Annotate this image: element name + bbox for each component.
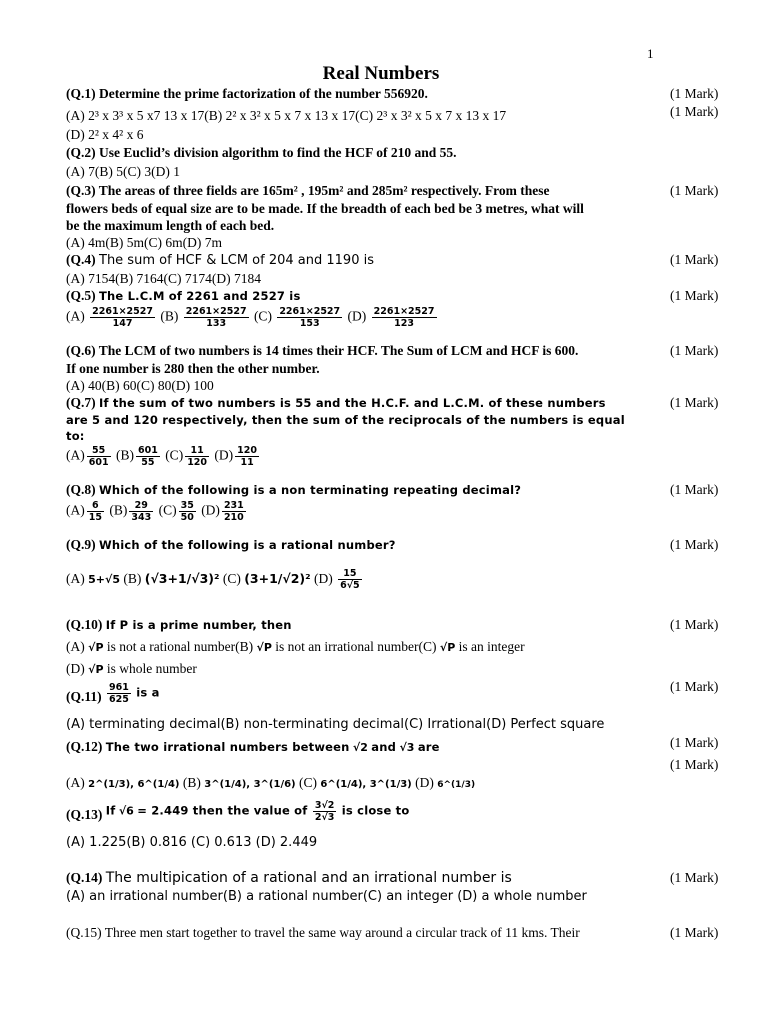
q1-mark-2: (1 Mark) <box>670 104 719 119</box>
q7-text-line2: are 5 and 120 respectively, then the sum of the reciprocals of the numbers is equal <box>66 413 625 427</box>
question-6 <box>66 343 662 359</box>
q10-option-d <box>66 661 662 678</box>
q12-label-c: (C) <box>299 775 317 790</box>
q1-mark: (1 Mark) <box>670 86 719 101</box>
q8-options <box>66 500 662 523</box>
q13-number: (Q.13) <box>66 807 103 822</box>
q7-options <box>66 445 662 468</box>
q12-root-2: √2 <box>352 741 368 754</box>
q1-option-d: (D) 2² x 4² x 6 <box>66 127 144 142</box>
q5-fraction-d: $\frac{2261\times 2527}{123}$ <box>373 306 435 329</box>
q12-mark: (1 Mark) <box>670 735 719 750</box>
question-7 <box>66 395 662 411</box>
q12-are: are <box>417 740 440 754</box>
q12-label-a: (A) <box>66 775 85 790</box>
q8-label-b: (B) <box>109 502 128 518</box>
q13-options: (A) 1.225(B) 0.816 (C) 0.613 (D) 2.449 <box>66 835 318 850</box>
q7-label-b: (B) <box>115 447 134 463</box>
page-number: 1 <box>647 46 654 61</box>
q8-fraction-d: $\frac{231}{210}$ <box>223 500 244 523</box>
q10-number: (Q.10) <box>66 617 103 632</box>
q9-number: (Q.9) <box>66 537 96 552</box>
q14-options: (A) an irrational number(B) a rational number(C) an integer (D) a whole number <box>66 889 587 904</box>
q13-text-mid: = 2.449 then the value of <box>137 803 308 818</box>
q9-option-a-expression: 5+√5 <box>88 573 120 586</box>
question-1 <box>66 86 662 102</box>
q7-label-c: (C) <box>165 447 184 463</box>
q11-text: is a <box>136 685 160 700</box>
q10-options-a-c <box>66 639 662 656</box>
q9-options <box>66 568 662 591</box>
q6-number: (Q.6) <box>66 343 96 358</box>
q14-mark: (1 Mark) <box>670 870 719 885</box>
q8-fraction-b: $\frac{29}{343}$ <box>131 500 152 523</box>
q9-label-b: (B) <box>123 571 142 586</box>
q3-text-line3: be the maximum length of each bed. <box>66 218 275 233</box>
question-13 <box>66 800 662 823</box>
q8-text: Which of the following is a non terminating repeating decimal? <box>99 483 522 497</box>
q12-option-d: 6^(1/3) <box>437 780 476 790</box>
q5-number: (Q.5) <box>66 288 96 303</box>
q7-fraction-c: $\frac{11}{120}$ <box>187 445 208 468</box>
q1-number: (Q.1) <box>66 86 96 101</box>
q12-text: The two irrational numbers between <box>105 740 350 754</box>
q7-label-a: (A) <box>66 447 85 463</box>
q7-fraction-d: $\frac{120}{11}$ <box>237 445 257 468</box>
q15-mark: (1 Mark) <box>670 925 719 940</box>
question-4 <box>66 252 662 269</box>
q11-mark: (1 Mark) <box>670 679 719 694</box>
q12-mark-2: (1 Mark) <box>670 757 719 772</box>
q8-label-c: (C) <box>158 502 177 518</box>
q7-number: (Q.7) <box>66 395 96 410</box>
q10-root-d: √P <box>88 663 104 676</box>
q4-options: (A) 7154(B) 7164(C) 7174(D) 7184 <box>66 271 261 286</box>
q10-option-a-text: is not a rational number(B) <box>106 639 254 654</box>
q5-fraction-b: $\frac{2261\times 2527}{133}$ <box>185 306 247 329</box>
q4-mark: (1 Mark) <box>670 252 719 267</box>
q7-fraction-a: $\frac{55}{601}$ <box>88 445 109 468</box>
q6-text-line2: If one number is 280 then the other number. <box>66 361 320 376</box>
q5-fraction-a: $\frac{2261\times 2527}{147}$ <box>92 306 153 329</box>
q13-text-post: is close to <box>341 803 410 818</box>
q4-text: The sum of HCF & LCM of 204 and 1190 is <box>99 253 374 268</box>
q8-label-a: (A) <box>66 502 85 518</box>
q11-fraction: $\frac{961}{625}$ <box>109 682 129 705</box>
q10-label-d: (D) <box>66 661 85 676</box>
q5-text: The L.C.M of 2261 and 2527 is <box>99 289 301 303</box>
q7-text-line3: to: <box>66 429 85 443</box>
q11-options: (A) terminating decimal(B) non-terminating decimal(C) Irrational(D) Perfect square <box>66 717 605 732</box>
q9-text: Which of the following is a rational number? <box>99 538 396 552</box>
q10-option-b-text: is not an irrational number(C) <box>275 639 437 654</box>
q12-option-b: 3^(1/4), 3^(1/6) <box>204 779 296 790</box>
question-11 <box>66 682 662 705</box>
q2-number: (Q.2) <box>66 145 96 160</box>
q8-fraction-a: $\frac{6}{15}$ <box>88 500 102 523</box>
q12-options <box>66 775 662 793</box>
q7-label-d: (D) <box>214 447 234 463</box>
q7-mark: (1 Mark) <box>670 395 719 410</box>
q10-label-a: (A) <box>66 639 85 654</box>
q10-text: If P is a prime number, then <box>105 618 292 632</box>
q3-text-line1: The areas of three fields are 165m² , 195m² and 285m² respectively. From these <box>98 183 550 198</box>
q10-mark: (1 Mark) <box>670 617 719 632</box>
q5-options <box>66 306 662 329</box>
q2-options: (A) 7(B) 5(C) 3(D) 1 <box>66 164 180 179</box>
q9-option-b-expression: (√3+1/√3)² <box>144 571 220 586</box>
q5-fraction-c: $\frac{2261\times 2527}{153}$ <box>279 306 341 329</box>
q5-mark: (1 Mark) <box>670 288 719 303</box>
question-14 <box>66 870 662 886</box>
q13-text-pre: If <box>105 803 116 818</box>
q9-label-a: (A) <box>66 571 85 586</box>
q6-text-line1: The LCM of two numbers is 14 times their HCF. The Sum of LCM and HCF is 600. <box>98 343 579 358</box>
q15-number: (Q.15) <box>66 925 102 940</box>
q2-text: Use Euclid’s division algorithm to find the HCF of 210 and 55. <box>99 145 457 160</box>
q5-label-b: (B) <box>160 308 179 324</box>
q3-number: (Q.3) <box>66 183 96 198</box>
q12-label-d: (D) <box>415 775 434 790</box>
q1-text: Determine the prime factorization of the number 556920. <box>99 86 428 101</box>
q10-root-c: √P <box>439 641 456 654</box>
q3-mark: (1 Mark) <box>670 183 719 198</box>
q5-label-c: (C) <box>253 308 272 324</box>
q8-number: (Q.8) <box>66 482 96 497</box>
q6-options: (A) 40(B) 60(C) 80(D) 100 <box>66 378 214 393</box>
q6-mark: (1 Mark) <box>670 343 719 358</box>
q10-root-b: √P <box>256 641 272 654</box>
question-8 <box>66 482 662 498</box>
q5-label-a: (A) <box>66 308 85 324</box>
q9-label-d: (D) <box>313 571 333 586</box>
q12-option-c: 6^(1/4), 3^(1/3) <box>320 779 412 790</box>
question-15 <box>66 925 662 941</box>
q12-root-3: √3 <box>399 741 415 754</box>
q11-number: (Q.11) <box>66 689 102 704</box>
q12-number: (Q.12) <box>66 739 103 754</box>
question-12 <box>66 739 662 756</box>
q8-mark: (1 Mark) <box>670 482 719 497</box>
q8-label-d: (D) <box>201 502 220 518</box>
q5-label-d: (D) <box>347 308 367 324</box>
q13-fraction: $\frac{3√2}{2√3}$ <box>314 800 335 823</box>
q10-option-c-text: is an integer <box>458 639 525 654</box>
q1-options-a-c: (A) 2³ x 3³ x 5 x7 13 x 17(B) 2² x 3² x 5 x 7 x 13 x 17(C) 2³ x 3² x 5 x 7 x 13 x 17 <box>66 108 507 123</box>
q14-number: (Q.14) <box>66 870 103 885</box>
q12-label-b: (B) <box>182 775 201 790</box>
q10-option-d-text: is whole number <box>106 661 197 676</box>
q9-option-c-expression: (3+1/√2)² <box>244 571 311 586</box>
q15-text: Three men start together to travel the same way around a circular track of 11 kms. Their <box>104 925 580 940</box>
q9-fraction-d: $\frac{15}{6√5}$ <box>340 568 360 592</box>
q8-fraction-c: $\frac{35}{50}$ <box>180 500 194 523</box>
question-3 <box>66 183 662 199</box>
q12-option-a: 2^(1/3), 6^(1/4) <box>88 779 180 790</box>
q4-number: (Q.4) <box>66 252 96 267</box>
q10-root-a: √P <box>88 641 104 654</box>
q9-label-c: (C) <box>222 571 241 586</box>
q13-root-6: √6 <box>118 804 134 818</box>
question-5 <box>66 288 662 304</box>
q12-and: and <box>371 740 397 754</box>
q3-options: (A) 4m(B) 5m(C) 6m(D) 7m <box>66 235 222 250</box>
question-10 <box>66 617 662 633</box>
q14-text: The multipication of a rational and an irrational number is <box>105 870 512 886</box>
question-2 <box>66 145 662 161</box>
q3-text-line2: flowers beds of equal size are to be made. If the breadth of each bed be 3 metres, what will <box>66 201 584 216</box>
q9-mark: (1 Mark) <box>670 537 719 552</box>
question-9 <box>66 537 662 553</box>
q7-fraction-b: $\frac{601}{55}$ <box>137 445 158 468</box>
q7-text-line1: If the sum of two numbers is 55 and the H.C.F. and L.C.M. of these numbers <box>99 396 606 410</box>
page-title: Real Numbers <box>322 63 440 84</box>
